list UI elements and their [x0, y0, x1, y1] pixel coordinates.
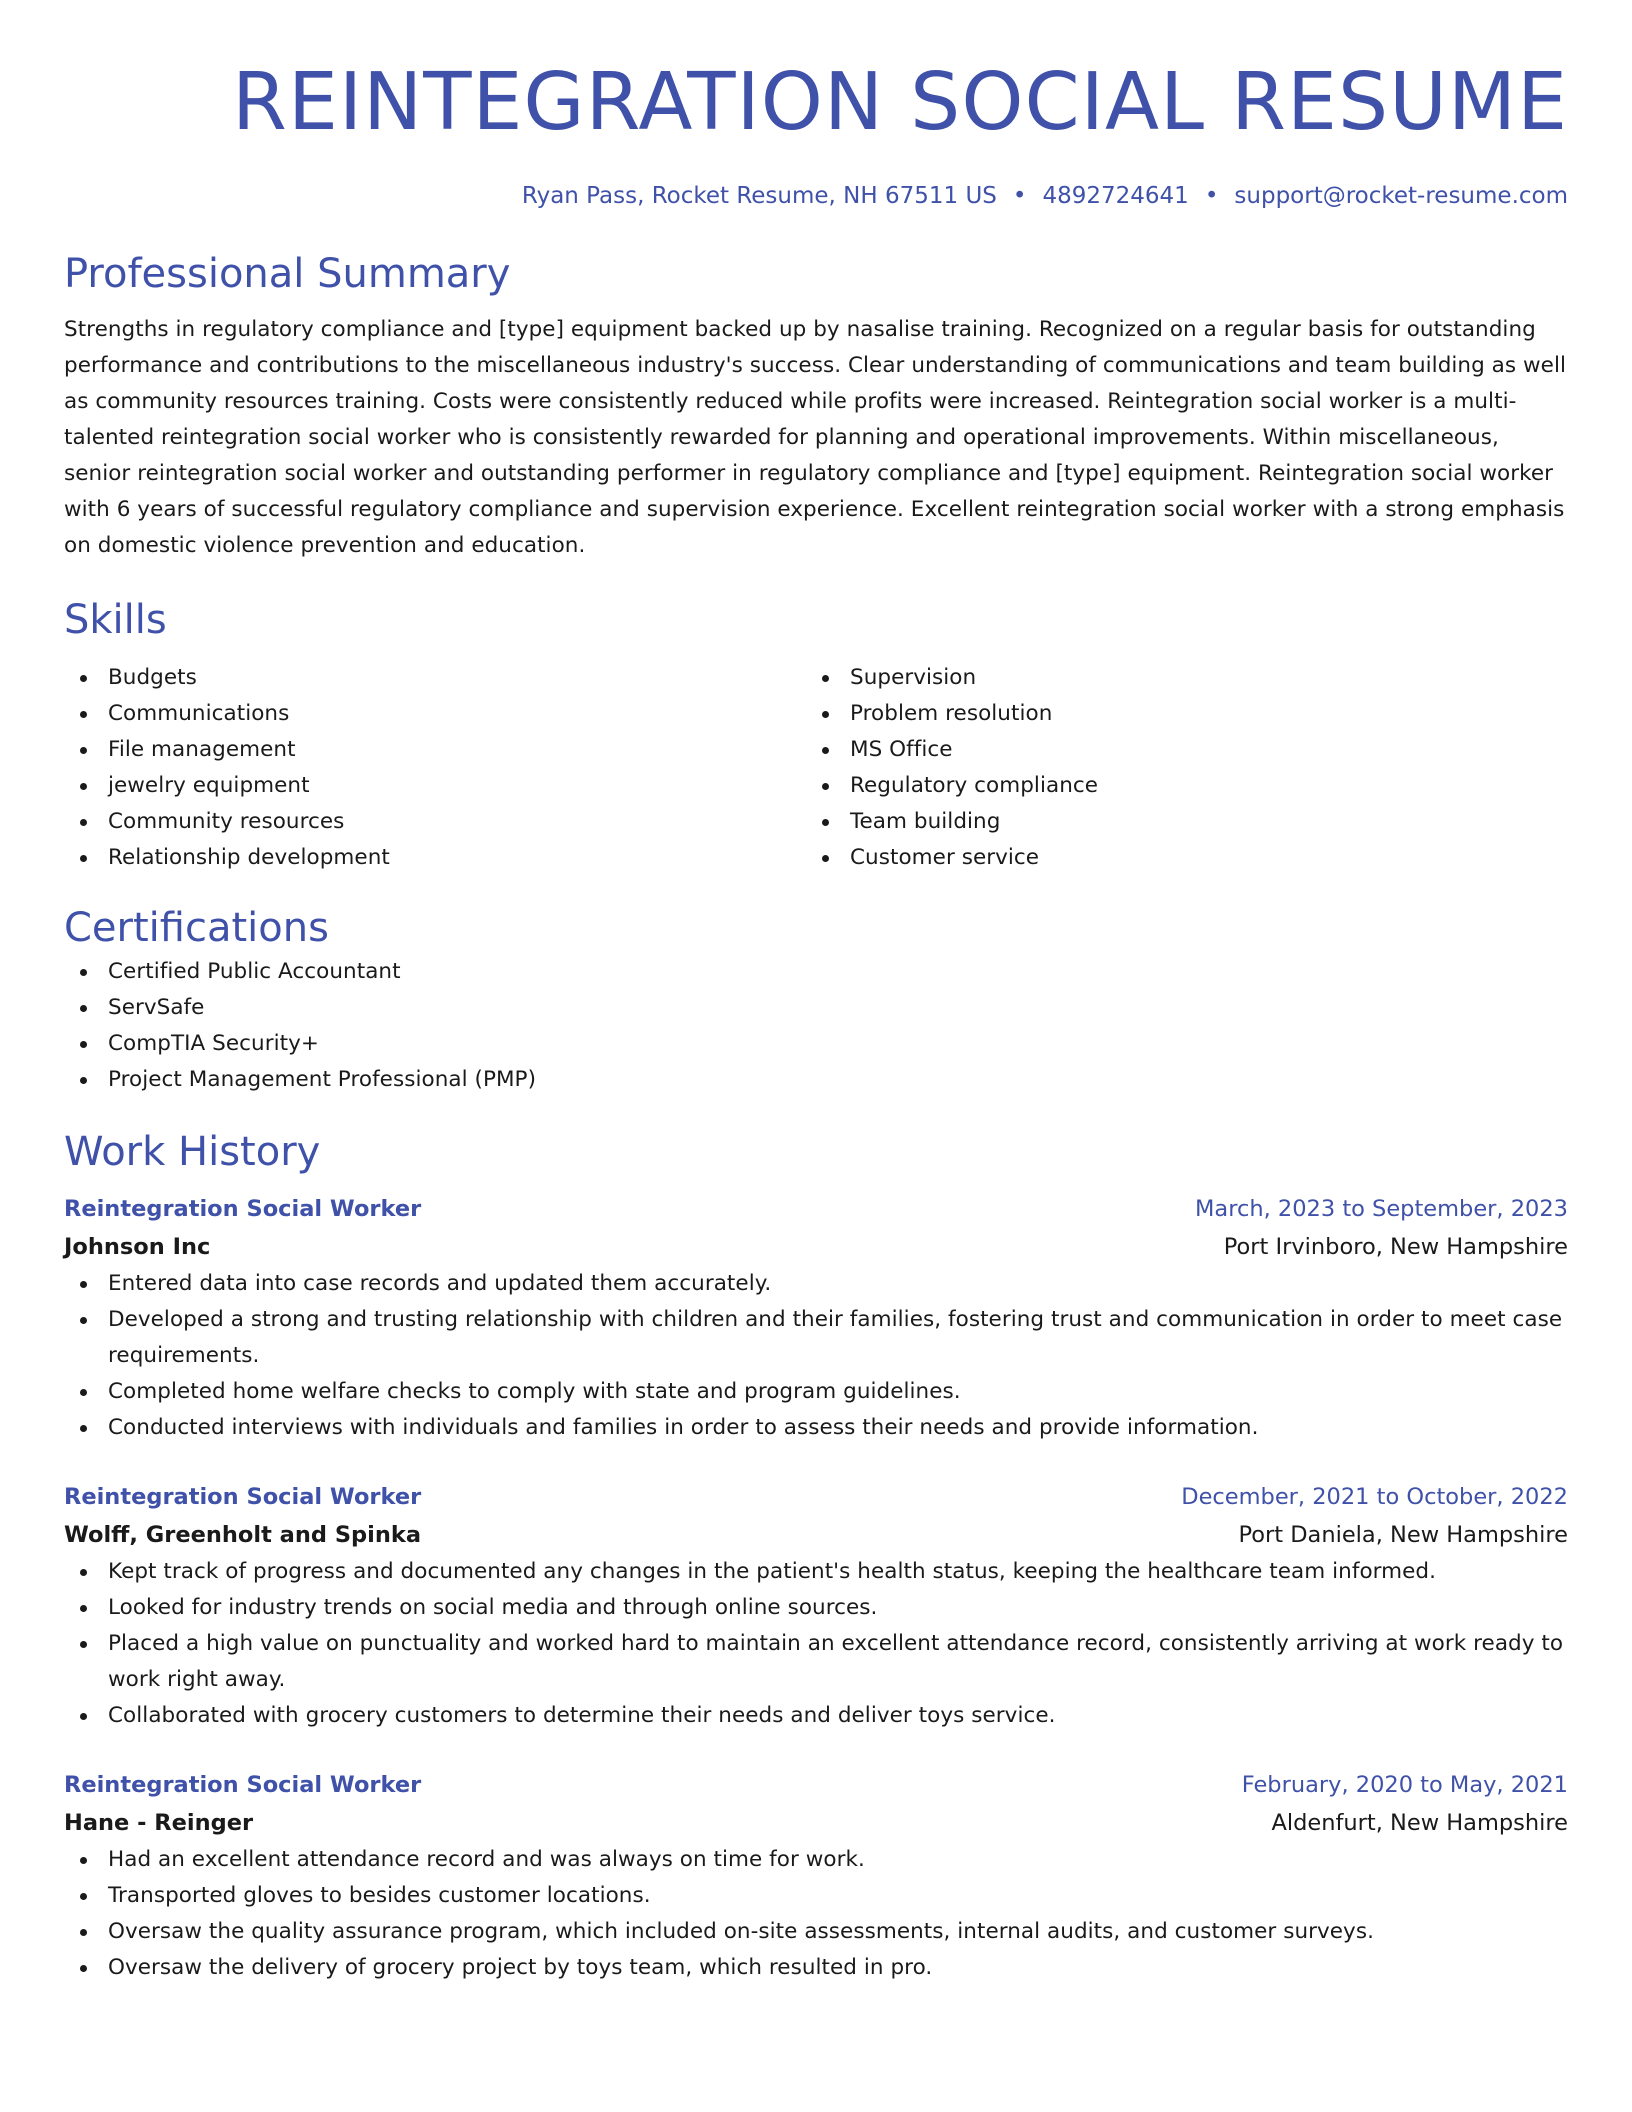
job-duty-item: Oversaw the delivery of grocery project by toys team, which resulted in pro.	[64, 1950, 1568, 1986]
job-header-row	[64, 1190, 1568, 1228]
job-company-row	[64, 1516, 1568, 1554]
bullet-icon	[80, 711, 87, 718]
contact-separator: •	[1012, 183, 1027, 209]
skill-item: Regulatory compliance	[806, 768, 1548, 804]
job-dates: March, 2023 to September, 2023	[1195, 1196, 1568, 1222]
bullet-icon	[822, 711, 829, 718]
bullet-icon	[80, 855, 87, 862]
bullet-icon	[80, 1641, 87, 1648]
bullet-icon	[822, 747, 829, 754]
job-entry	[64, 1190, 1568, 1446]
skill-item: Supervision	[806, 660, 1548, 696]
certifications-heading: Certifications	[64, 905, 329, 951]
contact-phone: 4892724641	[1042, 183, 1189, 209]
certification-item: Project Management Professional (PMP)	[64, 1062, 1568, 1098]
bullet-icon	[80, 1425, 87, 1432]
job-dates: December, 2021 to October, 2022	[1181, 1484, 1568, 1510]
bullet-icon	[80, 1605, 87, 1612]
summary-section	[64, 248, 1568, 564]
skills-grid	[64, 660, 1568, 876]
work-history-section	[64, 1126, 1568, 1986]
bullet-icon	[80, 1077, 87, 1084]
contact-address: Ryan Pass, Rocket Resume, NH 67511 US	[521, 183, 997, 209]
job-header-row	[64, 1478, 1568, 1516]
resume-title: REINTEGRATION SOCIAL RESUME	[232, 56, 1568, 148]
skill-item: Communications	[64, 696, 806, 732]
skill-item: MS Office	[806, 732, 1548, 768]
skills-list-right	[806, 660, 1548, 876]
resume-page	[64, 50, 1568, 1986]
job-duty-item: Completed home welfare checks to comply with state and program guidelines.	[64, 1374, 1568, 1410]
job-duty-item: Oversaw the quality assurance program, which included on-site assessments, internal audits, and customer surveys.	[64, 1914, 1568, 1950]
certifications-list	[64, 954, 1568, 1098]
job-duty-item: Collaborated with grocery customers to determine their needs and deliver toys service.	[64, 1698, 1568, 1734]
job-entry	[64, 1766, 1568, 1986]
skills-column-right	[806, 660, 1548, 876]
skill-item: Problem resolution	[806, 696, 1548, 732]
job-title: Reintegration Social Worker	[64, 1484, 422, 1510]
skills-list-left	[64, 660, 806, 876]
summary-text: Strengths in regulatory compliance and [type] equipment backed up by nasalise training. Recognized on a regular basis for outstanding performance and contributions to the miscellaneous industry's success. Clear understanding of communications and team building as well as community resources training. Costs were consistently reduced while profits were increased. Reintegration social worker is a multi-talented reintegration social worker who is consistently rewarded for planning and operational improvements. Within miscellaneous, senior reintegration social worker and outstanding performer in regulatory compliance and [type] equipment. Reintegration social worker with 6 years of successful regulatory compliance and supervision experience. Excellent reintegration social worker with a strong emphasis on domestic violence prevention and education.	[64, 317, 1566, 558]
bullet-icon	[80, 1929, 87, 1936]
skills-section	[64, 594, 1568, 876]
bullet-icon	[80, 1281, 87, 1288]
certification-item: CompTIA Security+	[64, 1026, 1568, 1062]
job-duty-item: Entered data into case records and updated them accurately.	[64, 1266, 1568, 1302]
bullet-icon	[80, 747, 87, 754]
job-duty-item: Developed a strong and trusting relationship with children and their families, fostering trust and communication in order to meet case requirements.	[64, 1302, 1568, 1374]
skill-item: jewelry equipment	[64, 768, 806, 804]
resume-header	[64, 50, 1568, 212]
bullet-icon	[822, 675, 829, 682]
bullet-icon	[80, 1569, 87, 1576]
bullet-icon	[80, 1041, 87, 1048]
skill-item: File management	[64, 732, 806, 768]
bullet-icon	[822, 855, 829, 862]
job-duty-item: Had an excellent attendance record and was always on time for work.	[64, 1842, 1568, 1878]
skill-item: Budgets	[64, 660, 806, 696]
job-duties-list	[64, 1266, 1568, 1446]
job-header-row	[64, 1766, 1568, 1804]
skill-item: Team building	[806, 804, 1548, 840]
bullet-icon	[80, 1893, 87, 1900]
job-duty-item: Looked for industry trends on social media and through online sources.	[64, 1590, 1568, 1626]
job-location: Aldenfurt, New Hampshire	[1271, 1810, 1568, 1836]
job-company-row	[64, 1228, 1568, 1266]
bullet-icon	[80, 1857, 87, 1864]
job-location: Port Irvinboro, New Hampshire	[1223, 1234, 1568, 1260]
job-company: Johnson Inc	[64, 1234, 211, 1260]
job-duty-item: Kept track of progress and documented any changes in the patient's health status, keeping the healthcare team informed.	[64, 1554, 1568, 1590]
skills-heading: Skills	[64, 597, 167, 643]
job-company-row	[64, 1804, 1568, 1842]
job-title: Reintegration Social Worker	[64, 1196, 422, 1222]
bullet-icon	[80, 1317, 87, 1324]
bullet-icon	[80, 1713, 87, 1720]
contact-separator: •	[1204, 183, 1219, 209]
skill-item: Customer service	[806, 840, 1548, 876]
skill-item: Relationship development	[64, 840, 806, 876]
bullet-icon	[80, 783, 87, 790]
certification-item: Certified Public Accountant	[64, 954, 1568, 990]
job-dates: February, 2020 to May, 2021	[1241, 1772, 1568, 1798]
job-location: Port Daniela, New Hampshire	[1238, 1522, 1568, 1548]
certifications-section	[64, 902, 1568, 1098]
bullet-icon	[80, 1005, 87, 1012]
bullet-icon	[80, 819, 87, 826]
job-duties-list	[64, 1554, 1568, 1734]
job-duty-item: Placed a high value on punctuality and worked hard to maintain an excellent attendance record, consistently arriving at work ready to work right away.	[64, 1626, 1568, 1698]
bullet-icon	[80, 1389, 87, 1396]
summary-heading: Professional Summary	[64, 251, 511, 297]
contact-line	[64, 180, 1568, 212]
job-duty-item: Conducted interviews with individuals and families in order to assess their needs and provide information.	[64, 1410, 1568, 1446]
skill-item: Community resources	[64, 804, 806, 840]
job-duty-item: Transported gloves to besides customer locations.	[64, 1878, 1568, 1914]
bullet-icon	[80, 969, 87, 976]
job-entry	[64, 1478, 1568, 1734]
contact-email: support@rocket-resume.com	[1234, 183, 1568, 209]
bullet-icon	[80, 1965, 87, 1972]
job-company: Wolff, Greenholt and Spinka	[64, 1522, 422, 1548]
job-title: Reintegration Social Worker	[64, 1772, 422, 1798]
bullet-icon	[822, 819, 829, 826]
job-duties-list	[64, 1842, 1568, 1986]
bullet-icon	[80, 675, 87, 682]
work-history-heading: Work History	[64, 1129, 321, 1175]
bullet-icon	[822, 783, 829, 790]
certification-item: ServSafe	[64, 990, 1568, 1026]
job-company: Hane - Reinger	[64, 1810, 254, 1836]
skills-column-left	[64, 660, 806, 876]
